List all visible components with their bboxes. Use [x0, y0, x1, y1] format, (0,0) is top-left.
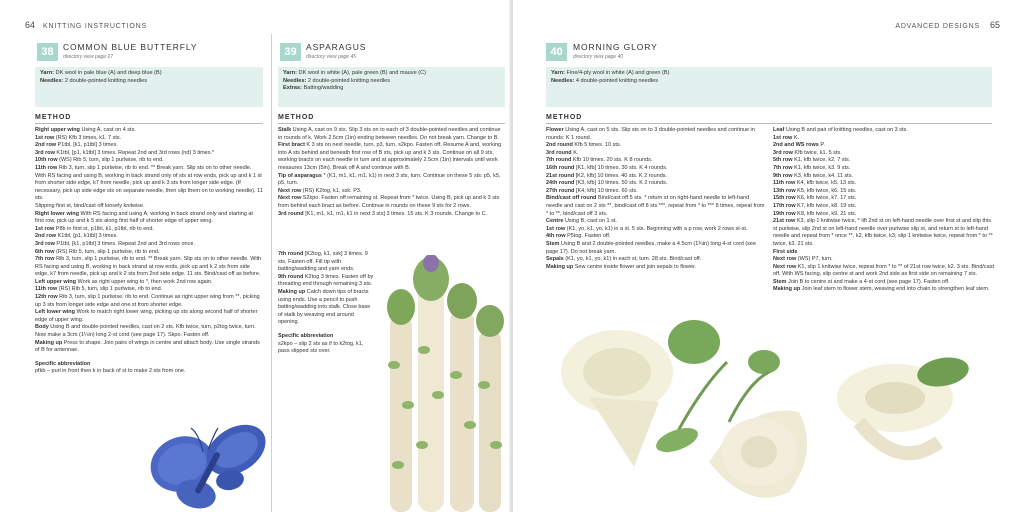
instruction-text: S2kpo. Fasten off remaining st. Repeat from * twice. Using B, pick up and k 3 sts from behind each bract as before. Continue in rounds on these 9 sts for 2 rows. [278, 195, 500, 209]
instruction-text: Using B, cast on 1 st. [563, 218, 617, 225]
instruction-line [546, 127, 766, 142]
instruction-label: Centre [546, 218, 564, 225]
instruction-line [773, 203, 995, 211]
pattern-instructions [278, 127, 502, 218]
instruction-label: First bract [278, 142, 305, 149]
instruction-text: [K1, m1, k1, m1, k1 in next 3 sts] 3 times. 15 sts. K 3 rounds. Change to C. [303, 210, 488, 217]
instruction-text: [K1, kfb] 10 times. 30 sts. K 4 rounds. [574, 164, 668, 171]
instruction-text: K6, kfb twice, k7. 17 sts. [795, 195, 857, 202]
instruction-line [773, 127, 995, 135]
instruction-label: 1st row [546, 225, 566, 232]
pattern-number-badge: 39 [280, 43, 301, 61]
abbreviation-text: pfkb – purl in front then k in back of st to make 2 sts from one. [35, 368, 186, 375]
instruction-line [35, 286, 263, 294]
instruction-line [773, 142, 995, 150]
instruction-label: 1st row [773, 134, 793, 141]
instruction-label: 11th row [35, 286, 58, 293]
instruction-line [546, 233, 766, 241]
instruction-line [773, 279, 995, 287]
pattern-number-badge: 38 [37, 43, 58, 61]
instruction-label: Stem [546, 240, 560, 247]
instruction-line [773, 211, 995, 219]
instruction-label: 21st row [773, 218, 796, 225]
instruction-text: K1, kfb twice, k3. 9 sts. [792, 164, 851, 171]
instruction-line [773, 264, 995, 279]
instruction-text: [K4, kfb] 10 times. 60 sts. [574, 187, 638, 194]
instruction-line [546, 188, 766, 196]
left-page-number: 64 [25, 20, 36, 30]
instruction-label: Left lower wing [35, 309, 76, 316]
instruction-text: Using A, cast on 9 sts. Slip 3 sts on to each of 3 double-pointed needles and continue in rounds of k. Work 2.5cm (1in) ending between needles. Do not break yarn. Change to B. [278, 127, 501, 141]
instruction-label: 4th row [546, 233, 566, 240]
instruction-text: Using A, cast on 5 sts. Slip sts on to 3 double-pointed needles and continue in rounds: K 1 round. [546, 127, 755, 141]
instruction-line [35, 324, 263, 339]
method-rule [546, 123, 992, 124]
instruction-line [546, 241, 766, 256]
instruction-line [773, 135, 995, 143]
instruction-line [278, 127, 502, 142]
instruction-text: Slipping first st, bind/cast off loosely knitwise. [35, 202, 145, 209]
instruction-line [278, 142, 502, 172]
instruction-label: Right lower wing [35, 210, 79, 217]
instruction-label: 11th row [773, 180, 796, 187]
instruction-text: Kfb 10 times. 20 sts. K 8 rounds. [571, 157, 653, 164]
instruction-text: Using B and 2 double-pointed needles, make a 4.5cm (1¾in) long 4-st cord (see page 17). Do not break yarn. [546, 240, 757, 255]
materials-box [35, 67, 263, 107]
instruction-label: 17th row [773, 202, 796, 209]
instruction-line [773, 188, 995, 196]
materials-box [278, 67, 505, 107]
instruction-line [35, 211, 263, 226]
instruction-label: 6th row [35, 248, 55, 255]
right-page-number: 65 [989, 20, 1000, 30]
instruction-text: K. [792, 134, 799, 141]
instruction-label: Flower [546, 127, 564, 133]
materials-line: Needles: 2 double-pointed knitting needles [283, 77, 390, 84]
right-running-head [895, 20, 1000, 30]
instruction-text: Using B and double-pointed needles, cast on 2 sts. Kfb twice, turn, p2tog twice, turn. Now make a 3cm (1¼in) long 2-st cord (see page 17). Skpo. Fasten off. [35, 324, 256, 339]
instruction-label: Next row [773, 263, 797, 270]
instruction-line [773, 165, 995, 173]
instruction-text: K3, kfb twice, k4. 11 sts. [792, 172, 853, 179]
instruction-label: Making up [546, 263, 574, 270]
materials-box [546, 67, 992, 107]
instruction-text: Join leaf stem to flower stem, weaving end into chain to strengthen leaf stem. [800, 286, 990, 293]
instruction-text: Rib 3, turn, slip 1 purlwise, rib to end. ** Break yarn. Slip sts on to other needle. With RS facing and using B, working in back strand at row ends, pick up and k 2 sts from side edge, k7 from needle, pick up and k 2 sts from 2nd side edge. 11 sts. Bind/cast off as before. [35, 256, 262, 278]
instruction-line [35, 127, 263, 135]
instruction-line [35, 135, 263, 143]
pattern-instructions-narrow [278, 251, 374, 356]
instruction-label: Next row [773, 256, 797, 263]
right-page [513, 0, 1024, 512]
instruction-line [35, 142, 263, 150]
instruction-text: Work as right upper wing to *, then work 2nd row again. [75, 278, 213, 285]
instruction-text: K3, slip 1 knitwise twice, * lift 2nd st on left-hand needle over first st and slip this st purlwise, slip 2nd st on left-hand needle over purlwise slip st, and return st to left-hand needle and repeat from * once **, k2, kfb twice, k3; slip 1 knitwise twice, repeat from * to ** twice, k3. 21 sts. [773, 218, 993, 247]
pattern-instructions-column-2 [773, 127, 995, 294]
instruction-label: 9th row [773, 172, 793, 179]
instruction-text: (WS) P7, turn. [796, 256, 833, 263]
instruction-label: 12th row [35, 294, 58, 301]
abbreviation-heading: Specific abbreviation [278, 332, 334, 339]
pattern-instructions [35, 127, 263, 376]
instruction-label: 1st row [35, 134, 55, 141]
morning-glory-photo [559, 302, 999, 512]
instruction-line [773, 218, 995, 248]
pattern-number-badge: 40 [546, 43, 567, 61]
instruction-line [773, 256, 995, 264]
instruction-line [35, 157, 263, 165]
instruction-line [546, 195, 766, 218]
instruction-label: Tip of asparagus [278, 172, 322, 179]
instruction-line [35, 249, 263, 257]
instruction-label: 3rd row [35, 240, 55, 247]
instruction-text: Sew centre inside flower and join sepals to flower. [573, 263, 697, 270]
instruction-label: Left upper wing [35, 278, 76, 285]
instruction-text: K4, kfb twice, k5. 13 sts. [795, 180, 857, 187]
instruction-line [546, 226, 766, 234]
instruction-line [278, 251, 374, 274]
instruction-line [35, 309, 263, 324]
instruction-line [35, 279, 263, 287]
instruction-text: (K1, yo, k1, yo, k1) in each st, turn. 28 sts. Bind/cast off. [563, 256, 702, 263]
instruction-line [773, 195, 995, 203]
instruction-text: (RS) Kfb 3 times, k1. 7 sts. [54, 134, 122, 141]
materials-line: Yarn: DK wool in pale blue (A) and deep blue (B) [40, 70, 162, 76]
instruction-text: K2tog 3 times. Fasten off by threading end through remaining 3 sts. [278, 273, 374, 288]
instruction-label: 16th round [546, 164, 575, 171]
instruction-label: 21st round [546, 172, 575, 179]
instruction-text: Catch down tips of bracts using ends. Use a pencil to push batting/wadding into stalk. Close base of stalk by weaving end around opening. [278, 288, 371, 326]
materials-line: Needles: 4 double-pointed knitting needles [551, 77, 658, 84]
instruction-line [35, 203, 263, 211]
instruction-text: (RS) K2tog, k1, ssk. P3. [301, 187, 362, 194]
instruction-text: K1tbl, [p1, k1tbl] 3 times. [56, 233, 118, 240]
instruction-line [35, 340, 263, 355]
method-heading: METHOD [546, 114, 583, 121]
instruction-text: Using B and pair of knitting needles, cast on 3 sts. [784, 127, 908, 133]
method-heading: METHOD [35, 114, 72, 121]
instruction-line [773, 249, 995, 257]
instruction-text: * (K1, m1, k1, m1, k1) in next 3 sts, turn. Continue on these 5 sts: p5, k5, p5, turn. [278, 172, 501, 187]
abbreviation-heading: Specific abbreviation [35, 360, 91, 367]
directory-reference: directory view page 27 [63, 54, 114, 60]
instruction-label: Bind/cast off round [546, 195, 597, 202]
instruction-text: Work to match right lower wing, picking up sts along second half of shorter edge of upper wing. [35, 309, 258, 323]
instruction-label: 3rd row [35, 149, 55, 156]
left-page-column-2 [272, 0, 512, 512]
instruction-line [546, 256, 766, 264]
instruction-label: Body [35, 324, 49, 331]
instruction-line [35, 165, 263, 203]
instruction-label: 24th round [546, 180, 575, 187]
instruction-label: Making up [278, 288, 306, 295]
instruction-label: First side [773, 248, 798, 255]
instruction-text: K5, kfb twice, k6. 15 sts. [795, 187, 857, 194]
instruction-label: 2nd round [546, 142, 573, 149]
left-running-head-text: KNITTING INSTRUCTIONS [43, 23, 147, 30]
instruction-label: 3rd row [773, 149, 793, 156]
instruction-text: [K3, kfb] 10 times. 50 sts. K 2 rounds. [574, 180, 668, 187]
instruction-label: 15th row [773, 195, 796, 202]
instruction-text: (RS) Rib 5, turn, slip 1 purlwise, rib to end. [57, 286, 163, 293]
instruction-label: 2nd row [35, 142, 57, 149]
instruction-line [278, 195, 502, 210]
instruction-label: 2nd row [35, 233, 57, 240]
instruction-line [35, 150, 263, 158]
instruction-line [773, 157, 995, 165]
instruction-line [773, 150, 995, 158]
instruction-label: 2nd and WS rows [773, 142, 819, 149]
instruction-text: P8b in first st, p1tbl, k1, p1tbl, rib to end. [54, 225, 154, 232]
instruction-text: K7, kfb twice, k8. 19 sts. [795, 202, 857, 209]
instruction-line [546, 218, 766, 226]
instruction-text: Using A, cast on 4 sts. [79, 127, 136, 133]
instruction-text: Press to shape. Join pairs of wings in centre and attach body. Use single strands of B for antennae. [35, 339, 260, 354]
directory-reference: directory view page 45 [306, 54, 357, 60]
materials-line: Extras: Batting/wadding [283, 85, 344, 92]
instruction-line [546, 173, 766, 181]
instruction-text: Rib 3, turn, slip 1 purlwise, rib to end. Continue as right upper wing from **, picking up 3 sts from longer side edge and one st from shorter edge. [35, 294, 260, 308]
instruction-label: 3rd round [278, 210, 304, 217]
materials-line: Yarn: Fine/4-ply wool in white (A) and green (B) [551, 70, 670, 76]
pattern-title: ASPARAGUS [306, 42, 367, 52]
instruction-text: K 3 sts on next needle, turn, p3, turn, s2kpo. Fasten off. Resume A and, working into A sts behind and beneath first row of B sts, pick up and k 3 sts. Continue on all 9 sts, working bracts on each needle in turn and at approximately 2.5cm (1in) intervals until work measures 13cm (5in). Break off A and continue with B. [278, 142, 502, 171]
instruction-text: K1, kfb twice, k2. 7 sts. [792, 157, 851, 164]
instruction-label: 13th row [773, 187, 796, 194]
instruction-line [773, 173, 995, 181]
instruction-text: P. [818, 142, 825, 149]
instruction-text: K. [571, 149, 579, 156]
instruction-line [546, 142, 766, 150]
method-rule [35, 123, 263, 124]
instruction-text: With RS facing and using A, working in back strand only and starting at first row, pick up and k 5 sts along first half of shorter edge of upper wing. [35, 210, 253, 225]
instruction-label: 7th row [773, 164, 793, 171]
instruction-label: Stem [773, 278, 787, 285]
instruction-text: K1, slip 1 knitwise twice, repeat from * to ** of 21st row twice, k2. 3 sts. Bind/cast off. With WS facing, slip centre st and work 2nd side as first side on remaining 7 sts. [773, 263, 995, 278]
instruction-text: Rib 3, turn, slip 1 purlwise, rib to end. ** Break yarn. Slip sts on to other needle. With RS facing and using B, working in back strand only of sts at row ends, pick up and k 1 st from shorter side edge, k7 from needle, pick up and k 3 sts from longer side edge. (If necessary, pick up side edge sts on separate needle, then slip them on to working needle). 11 sts. [35, 164, 263, 202]
instruction-line [546, 180, 766, 188]
instruction-label: 9th round [278, 273, 304, 280]
instruction-label: Next row [278, 195, 302, 202]
instruction-text: Kfb twice, k1. 5 sts. [792, 149, 842, 156]
instruction-line [546, 264, 766, 272]
instruction-line [773, 180, 995, 188]
instruction-text: (K1, yo, k1, yo, k1) in a st. 5 sts. Beginning with a p row, work 2 rows st-st. [565, 225, 748, 232]
instruction-label: 3rd round [546, 149, 572, 156]
instruction-label: 19th row [773, 210, 796, 217]
instruction-label: 11th row [35, 164, 58, 171]
instruction-text: K1tbl, [p1, k1tbl] 3 times. Repeat 2nd and 3rd rows (nd) 3 times.* [54, 149, 215, 156]
right-running-head-text: ADVANCED DESIGNS [895, 23, 980, 30]
instruction-label: 7th round [278, 251, 304, 257]
pattern-title: COMMON BLUE BUTTERFLY [63, 42, 198, 52]
instruction-line [278, 188, 502, 196]
instruction-text: [K2, kfb] 10 times. 40 sts. K 2 rounds. [574, 172, 668, 179]
instruction-label: Stalk [278, 127, 292, 133]
instruction-label: 10th row [35, 157, 58, 164]
instruction-text: Kfb 5 times. 10 sts. [572, 142, 622, 149]
pattern-instructions-column-1 [546, 127, 766, 271]
instruction-line [35, 241, 263, 249]
instruction-label: 5th row [773, 157, 793, 164]
method-rule [278, 123, 505, 124]
instruction-label: Next row [278, 187, 302, 194]
instruction-label: 7th round [546, 157, 572, 164]
asparagus-photo [376, 255, 512, 512]
instruction-text: (WS) Rib 5, turn, slip 1 purlwise, rib to end. [57, 157, 164, 164]
instruction-label: Sepals [546, 256, 564, 263]
instruction-line [35, 226, 263, 234]
instruction-text: P5tog. Fasten off. [565, 233, 611, 240]
instruction-line [546, 150, 766, 158]
left-running-head [25, 20, 147, 30]
instruction-line [278, 289, 374, 327]
instruction-line [278, 173, 502, 188]
pattern-title: MORNING GLORY [573, 42, 658, 52]
instruction-line [773, 286, 995, 294]
materials-line: Needles: 2 double-pointed knitting needles [40, 77, 147, 84]
instruction-line [278, 274, 374, 289]
materials-line: Yarn: DK wool in white (A), pale green (B) and mauve (C) [283, 70, 427, 76]
directory-reference: directory view page 40 [573, 54, 624, 60]
instruction-label: 7th row [35, 256, 55, 263]
instruction-line [278, 211, 502, 219]
instruction-text: Bind/cast off 5 sts. * return st on right-hand needle to left-hand needle and cast on 2 sts **, bind/cast off 8 sts ***, repeat from * to *** 8 times, repeat from * to **, bind/cast off 3 sts. [546, 195, 765, 217]
instruction-line [35, 294, 263, 309]
instruction-label: 27th round [546, 187, 575, 194]
instruction-label: Making up [35, 339, 63, 346]
instruction-text: Join B to centre st and make a 4-st cord (see page 17). Fasten off. [786, 278, 950, 285]
instruction-text: [K2tog, k1, ssk] 3 times. 9 sts. Fasten off. Fill tip with batting/wadding and yarn ends. [278, 251, 368, 273]
butterfly-photo [148, 412, 272, 512]
instruction-text: P1tbl, [k1, p1tbl] 3 times. Repeat 2nd and 3rd rows once. [54, 240, 195, 247]
instruction-label: Right upper wing [35, 127, 80, 133]
instruction-text: P1tbl, [k1, p1tbl] 3 times. [56, 142, 118, 149]
instruction-line [546, 157, 766, 165]
instruction-label: Making up [773, 286, 801, 293]
instruction-line [35, 233, 263, 241]
instruction-label: 1st row [35, 225, 55, 232]
instruction-line [35, 256, 263, 279]
method-heading: METHOD [278, 114, 315, 121]
instruction-text: K8, kfb twice, k9. 21 sts. [795, 210, 857, 217]
instruction-line [546, 165, 766, 173]
abbreviation-text: s2kpo – slip 2 sts as if to k2tog, k1, pass slipped sts over. [278, 340, 364, 355]
instruction-text: (RS) Rib 5, turn, slip 1 purlwise, rib to end. [54, 248, 160, 255]
instruction-label: Leaf [773, 127, 785, 133]
